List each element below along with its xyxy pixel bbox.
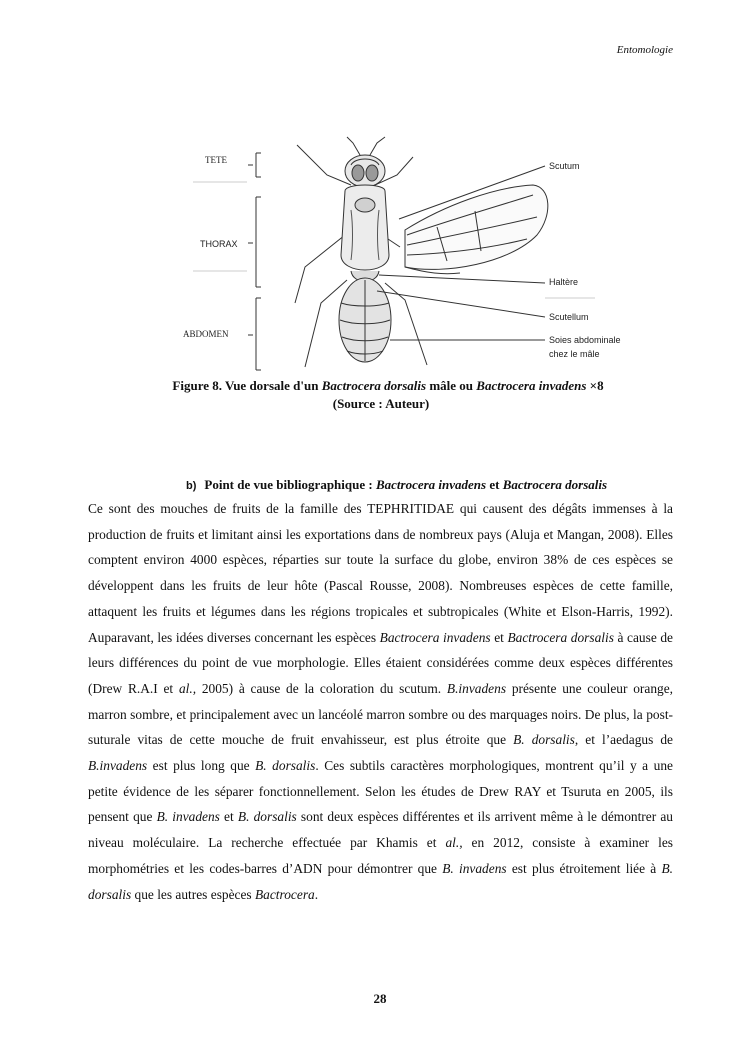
label-thorax: THORAX — [200, 239, 238, 249]
label-abdomen: ABDOMEN — [183, 329, 229, 339]
label-scutum: Scutum — [549, 161, 580, 171]
wing — [405, 185, 548, 269]
label-soies-line1: Soies abdominale — [549, 335, 621, 345]
caption-line-1: Figure 8. Vue dorsale d'un Bactrocera dorsalis mâle ou Bactrocera invadens ×8 — [172, 378, 604, 393]
leg-front-left — [297, 145, 351, 185]
eye-right — [366, 165, 378, 181]
head — [345, 155, 385, 187]
label-tete: TETE — [205, 155, 227, 165]
section-heading: b) Point de vue bibliographique : Bactrocera invadens et Bactrocera dorsalis — [186, 477, 608, 492]
body-paragraph: Ce sont des mouches de fruits de la famille des TEPHRITIDAE qui causent des dégâts immenses à la production de fruits et limitant ainsi les exportations dans de nombreux pays (Aluja et Mangan, 2008). Elles comptent environ 4000 espèces, réparties sur toute la surface du globe, environ 38% de ces espèces se développent dans les fruits de leur hôte (Pascal Rousse, 2008). Nombreuses espèces de cette famille, attaquent les fruits et légumes dans les régions tropicales et subtropicales (White et Elson-Harris, 1992). Auparavant, les idées diverses concernant les espèces Bactrocera invadens et Bactrocera dorsalis à cause de leurs différences du point de vue morphologie. Elles étaient considérées comme deux espèces différentes (Drew R.A.I et al., 2005) à cause de la coloration du scutum. B.invadens présente une couleur orange, marron sombre, et principalement avec un lancéolé marron sombre ou des marquages noirs. De plus, la post-suturale vitas de cette mouche de fruit envahisseur, est plus étroite que B. dorsalis, et l’aedagus de B.invadens est plus long que B. dorsalis. Ces subtils caractères morphologiques, montrent qu’il y a une petite évidence de les séparer fonctionnellement. Selon les études de Drew RAY et Tsuruta en 2005, ils pensent que B. invadens et B. dorsalis sont deux espèces différentes et ils arrivent même à le démontrer au niveau moléculaire. La recherche effectuée par Khamis et al., en 2012, consiste à examiner les morphométries et les codes-barres d’ADN pour démontrer que B. invadens est plus étroitement liée à B. dorsalis que les autres espèces Bactrocera. — [88, 501, 674, 902]
haltere-pointer — [379, 275, 545, 283]
scutellum-pointer — [377, 291, 545, 317]
fly-drawing — [175, 135, 621, 375]
running-header: Entomologie — [616, 44, 673, 56]
label-soies-line2: chez le mâle — [549, 349, 600, 359]
section-marker: b) — [186, 480, 197, 492]
caption-source: (Source : Auteur) — [332, 396, 430, 411]
label-haltere: Haltère — [549, 277, 579, 287]
figure-fly-illustration — [175, 135, 621, 375]
page-number: 28 — [373, 991, 387, 1006]
label-scutellum: Scutellum — [549, 312, 589, 322]
eye-left — [352, 165, 364, 181]
figure-caption — [90, 377, 672, 413]
